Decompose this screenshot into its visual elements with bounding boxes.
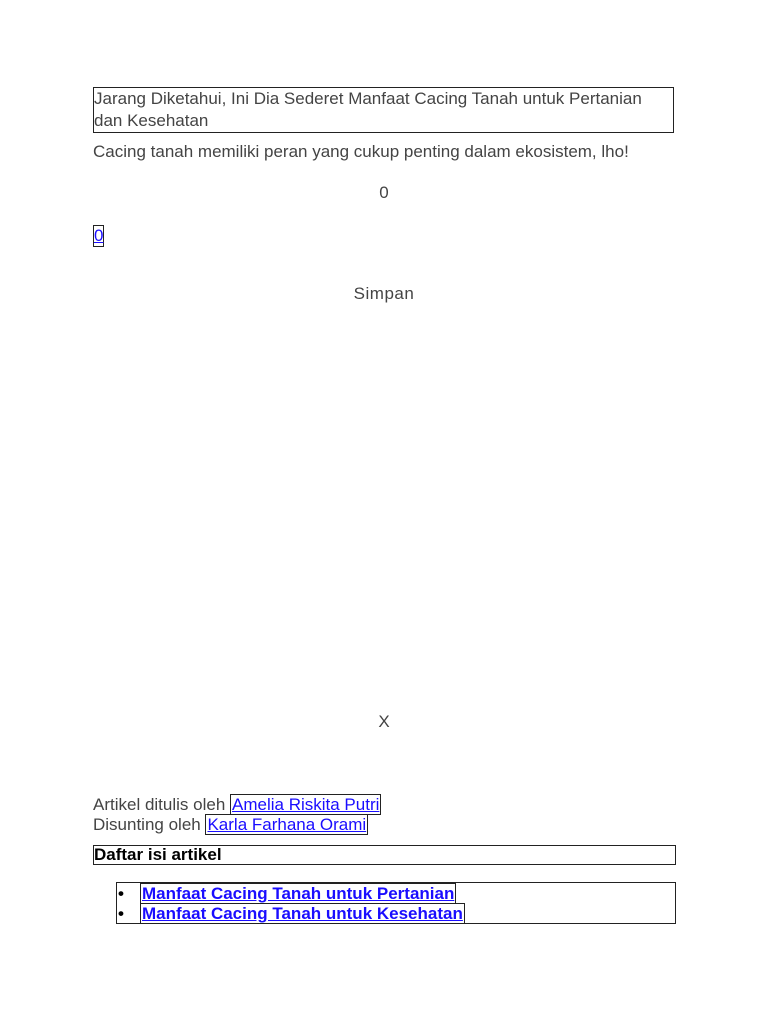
bullet-icon: • [118, 904, 124, 923]
article-credits [93, 795, 381, 835]
toc-list [116, 882, 676, 924]
reaction-count: 0 [379, 183, 389, 202]
toc-link-pertanian[interactable]: Manfaat Cacing Tanah untuk Pertanian [142, 884, 455, 903]
editor-prefix: Disunting oleh [93, 815, 206, 834]
comment-count-link[interactable]: 0 [94, 226, 104, 245]
save-button[interactable]: Simpan [353, 284, 415, 303]
author-line [93, 795, 381, 815]
article-subtitle: Cacing tanah memiliki peran yang cukup penting dalam ekosistem, lho! [93, 142, 629, 161]
toc-item-pertanian [117, 884, 675, 904]
toc-link-kesehatan[interactable]: Manfaat Cacing Tanah untuk Kesehatan [142, 904, 463, 923]
bullet-icon: • [118, 884, 124, 903]
editor-line [93, 815, 381, 835]
editor-link[interactable]: Karla Farhana Orami [207, 815, 367, 834]
author-prefix: Artikel ditulis oleh [93, 795, 231, 814]
toc-item-kesehatan [117, 904, 675, 924]
article-title: Jarang Diketahui, Ini Dia Sederet Manfaat Cacing Tanah untuk Pertanian dan Kesehatan [93, 87, 674, 133]
author-link[interactable]: Amelia Riskita Putri [232, 795, 380, 814]
toc-heading: Daftar isi artikel [93, 845, 676, 865]
close-button[interactable]: X [378, 712, 390, 731]
